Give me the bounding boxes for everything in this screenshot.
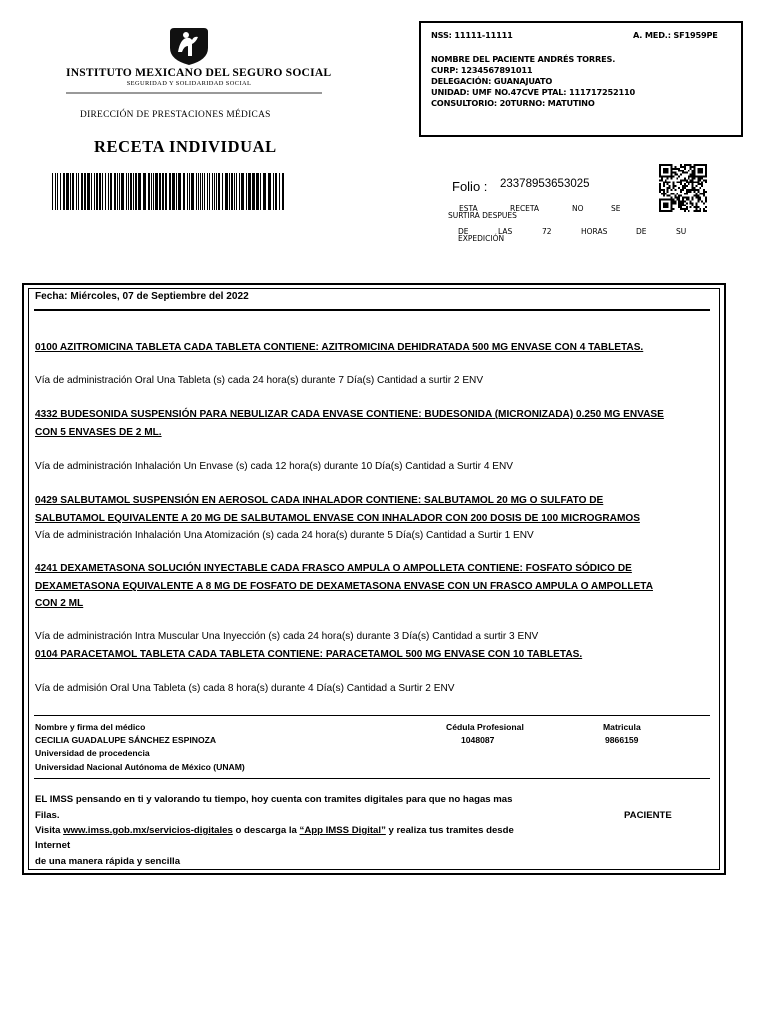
app-name: “App IMSS Digital” [299,825,386,836]
imss-digital-link[interactable]: www.imss.gob.mx/servicios-digitales [63,825,233,836]
direction-label: DIRECCIÓN DE PRESTACIONES MÉDICAS [80,110,271,120]
warning-word: DE [636,227,647,236]
dosage-line: Vía de administración Inhalación Un Envase (s) cada 12 hora(s) durante 10 Día(s) Cantidad a Surtir 4 ENV [35,461,514,472]
delegacion-field: DELEGACIÓN: GUANAJUATO [431,76,553,86]
warning-word: HORAS [581,227,608,236]
warning-word: SU [676,227,687,236]
warning-word: LAS [498,227,513,236]
footer-message: Filas. [35,810,60,821]
medication-line: SALBUTAMOL EQUIVALENTE A 20 MG DE SALBUTAMOL ENVASE CON INHALADOR CON 200 DOSIS DE 100 MICROGRAMOS [35,513,640,524]
medication-line: CON 5 ENVASES DE 2 ML. [35,427,162,438]
doctor-name-label: Nombre y firma del médico [35,722,146,732]
footer-suffix: y realiza tus tramites desde [388,825,514,836]
curp-field: CURP: 1234567891011 [431,65,533,75]
medication-line: 0100 AZITROMICINA TABLETA CADA TABLETA CONTIENE: AZITROMICINA DEHIDRATADA 500 MG ENVASE CON 4 TABLETAS. [35,342,644,353]
amed-field: A. MED.: SF1959PE [633,30,718,40]
matricula-value: 9866159 [605,735,639,745]
warning-word: DE [458,227,469,236]
header-divider [66,92,322,94]
nss-field: NSS: 11111-11111 [431,30,513,40]
copy-label: PACIENTE [624,810,672,821]
doctor-name: CECILIA GUADALUPE SÁNCHEZ ESPINOZA [35,735,217,745]
medication-line: 4241 DEXAMETASONA SOLUCIÓN INYECTABLE CADA FRASCO AMPULA O AMPOLLETA CONTIENE: FOSFATO SÓDICO DE [35,563,632,574]
warning-line: SURTIRA DESPUES [448,211,517,220]
medication-line: 0429 SALBUTAMOL SUSPENSIÓN EN AEROSOL CADA INHALADOR CONTIENE: SALBUTAMOL 20 MG O SULFATO DE [35,495,604,506]
warning-word: ESTA [459,204,478,213]
visit-prefix: Visita [35,825,61,836]
cedula-label: Cédula Profesional [446,722,524,732]
institution-subtitle: SEGURIDAD Y SOLIDARIDAD SOCIAL [126,80,252,87]
dosage-line: Vía de administración Inhalación Una Atomización (s) cada 24 hora(s) durante 5 Día(s) Cantidad a Surtir 1 ENV [35,530,534,541]
consultorio-field: CONSULTORIO: 20TURNO: MATUTINO [431,98,595,108]
qr-code-icon [659,164,707,212]
university-name: Universidad Nacional Autónoma de México (UNAM) [35,762,245,772]
cedula-value: 1048087 [461,735,495,745]
university-label: Universidad de procedencia [35,748,150,758]
folio-label: Folio : [452,179,488,194]
warning-line: EXPEDICIÓN [458,234,505,243]
prescription-date: Fecha: Miércoles, 07 de Septiembre del 2022 [35,291,249,302]
unidad-field: UNIDAD: UMF NO.47CVE PTAL: 111717252110 [431,87,635,97]
barcode-icon [52,173,284,210]
warning-word: SE [611,204,621,213]
medication-line: 0104 PARACETAMOL TABLETA CADA TABLETA CONTIENE: PARACETAMOL 500 MG ENVASE CON 10 TABLETAS. [35,649,583,660]
folio-number: 23378953653025 [500,178,590,190]
footer-visit-line [35,825,514,836]
footer-divider [34,778,710,779]
medication-line: 4332 BUDESONIDA SUSPENSIÓN PARA NEBULIZAR CADA ENVASE CONTIENE: BUDESONIDA (MICRONIZADA) 0.250 MG ENVASE [35,409,664,420]
patient-info-box [419,21,743,137]
medication-line: CON 2 ML [35,598,84,609]
download-text: o descarga la [235,825,297,836]
doctor-divider [34,715,710,716]
dosage-line: Vía de administración Intra Muscular Una Inyección (s) cada 24 hora(s) durante 3 Día(s) Cantidad a surtir 3 ENV [35,631,539,642]
footer-message: EL IMSS pensando en ti y valorando tu tiempo, hoy cuenta con tramites digitales para que no hagas mas [35,794,513,805]
dosage-line: Vía de administración Oral Una Tableta (s) cada 24 hora(s) durante 7 Día(s) Cantidad a surtir 2 ENV [35,375,484,386]
warning-word: RECETA [510,204,540,213]
document-title: RECETA INDIVIDUAL [94,137,277,156]
footer-message: Internet [35,840,71,851]
patient-name: NOMBRE DEL PACIENTE ANDRÉS TORRES. [431,54,616,64]
dosage-line: Vía de admisión Oral Una Tableta (s) cada 8 hora(s) durante 4 Día(s) Cantidad a Surtir 2 ENV [35,683,455,694]
warning-word: NO [572,204,584,213]
medication-line: DEXAMETASONA EQUIVALENTE A 8 MG DE FOSFATO DE DEXAMETASONA ENVASE CON UN FRASCO AMPULA O AMPOLLETA [35,581,653,592]
date-divider [34,309,710,311]
institution-name: INSTITUTO MEXICANO DEL SEGURO SOCIAL [66,66,332,79]
imss-logo-icon [166,26,212,66]
warning-word: 72 [542,227,552,236]
matricula-label: Matricula [603,722,641,732]
footer-message: de una manera rápida y sencilla [35,856,181,867]
